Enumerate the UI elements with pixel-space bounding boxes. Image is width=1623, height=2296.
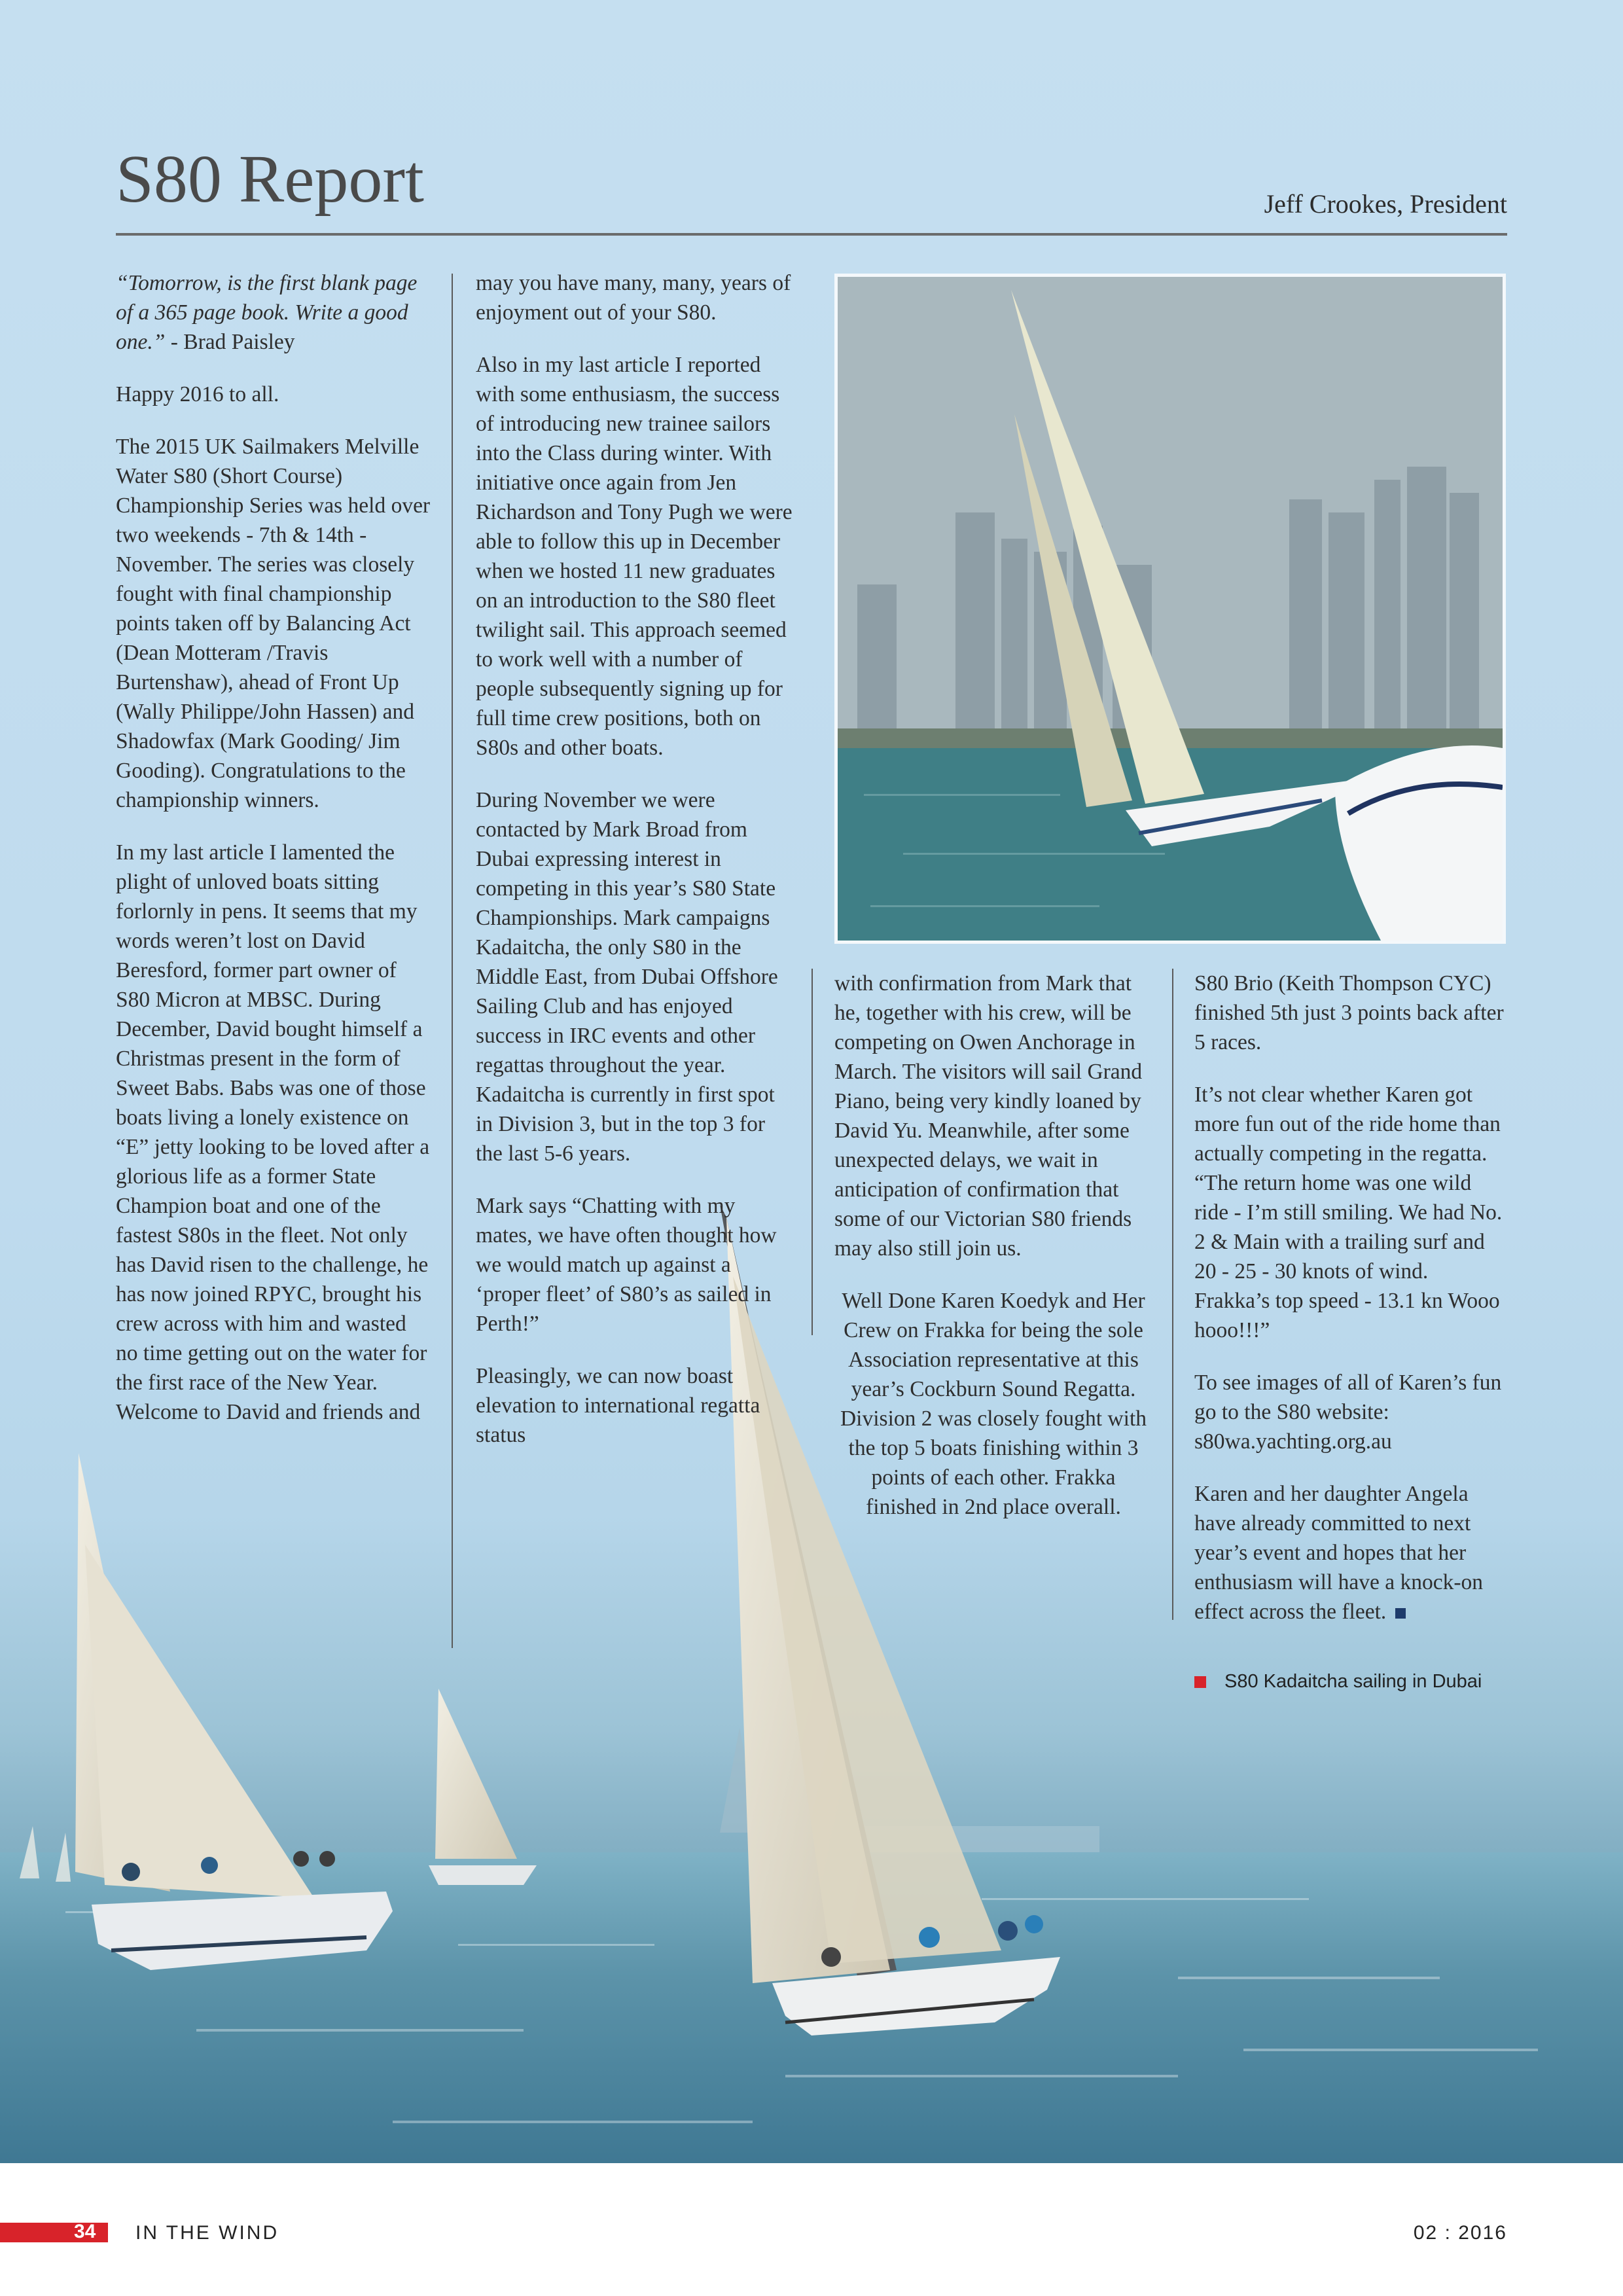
paragraph: Well Done Karen Koedyk and Her Crew on Frakka for being the sole Association representative at this year’s Cockburn Sound Regatta. Division 2 was closely fought with the top 5 boats finishing within 3 points of each other. Frakka finished in 2nd place overall. (840, 1289, 1147, 1519)
issue-number: 02 : 2016 (1413, 2222, 1507, 2244)
paragraph (1194, 1479, 1507, 1626)
paragraph: with confirmation from Mark that he, together with his crew, will be competing on Owen Anchorage in March. The visitors will sail Grand Piano, being very kindly loaned by David Yu. Meanwhile, after some unexpected delays, we wait in anticipation of confirmation that some of our Victorian S80 friends may also still join us. (834, 971, 1143, 1261)
column-4 (1194, 969, 1507, 1626)
paragraph: Pleasingly, we can now boast elevation to international regatta status (476, 1364, 760, 1447)
column-1 (116, 268, 432, 1427)
publication-name: IN THE WIND (135, 2222, 279, 2244)
paragraph: In my last article I lamented the plight of unloved boats sitting forlornly in pens. It seems that my words weren’t lost on David Beresford, former part owner of S80 Micron at MBSC. During December, David bought himself a Christmas present in the form of Sweet Babs. Babs was one of those boats living a lonely existence on “E” jetty looking to be loved after a glorious life as a former State Champion boat and one of the fastest S80s in the fleet. Not only has David risen to the challenge, he has now joined RPYC, brought his crew across with him and wasted no time getting out on the water for the first race of the New Year. Welcome to David and friends and (116, 840, 430, 1424)
paragraph: may you have many, many, years of enjoyment out of your S80. (476, 271, 791, 325)
page-title: S80 Report (116, 141, 424, 217)
paragraph: Also in my last article I reported with some enthusiasm, the success of introducing new trainee sailors into the Class during winter. With initiative once again from Jen Richardson and Tony Pugh we were able to follow this up in December when we hosted 11 new graduates on an introduction to the S80 fleet twilight sail. This approach seemed to work well with a number of people subsequently signing up for full time crew positions, both on S80s and other boats. (476, 353, 793, 760)
opening-quote (116, 268, 432, 357)
paragraph: To see images of all of Karen’s fun go to the S80 website: s80wa.yachting.org.au (1194, 1371, 1502, 1454)
quote-author: - Brad Paisley (165, 330, 295, 354)
paragraph: During November we were contacted by Mark Broad from Dubai expressing interest in competing in this year’s S80 State Championships. Mark campaigns Kadaitcha, the only S80 in the Middle East, from Dubai Offshore Sailing Club and has enjoyed success in IRC events and other regattas throughout the year. Kadaitcha is currently in first spot in Division 3, but in the top 3 for the last 5-6 years. (476, 788, 778, 1166)
paragraph: The 2015 UK Sailmakers Melville Water S80 (Short Course) Championship Series was held over two weekends - 7th & 14th - November. The series was closely fought with final championship points taken off by Balancing Act (Dean Motteram /Travis Burtenshaw), ahead of Front Up (Wally Philippe/John Hassen) and Shadowfax (Mark Gooding/ Jim Gooding). Congratulations to the championship winners. (116, 435, 431, 812)
column-divider (452, 274, 453, 1648)
column-2 (476, 268, 794, 1450)
photo-caption (1194, 1671, 1482, 1693)
author-byline: Jeff Crookes, President (1264, 189, 1507, 219)
paragraph: S80 Brio (Keith Thompson CYC) finished 5th just 3 points back after 5 races. (1194, 971, 1504, 1054)
caption-text: S80 Kadaitcha sailing in Dubai (1224, 1671, 1482, 1692)
column-3 (834, 969, 1152, 1522)
quote-text: “Tomorrow, is the first blank page of a 365 page book. Write a good one.” (116, 271, 418, 354)
caption-bullet-icon (1194, 1676, 1206, 1688)
column-divider (1172, 969, 1173, 1620)
paragraph: Mark says “Chatting with my mates, we have often thought how we would match up against a ‘proper fleet’ of S80’s as sailed in Perth!” (476, 1194, 777, 1336)
paragraph: Happy 2016 to all. (116, 382, 279, 406)
dubai-skyline-photo (834, 274, 1506, 944)
paragraph: It’s not clear whether Karen got more fun out of the ride home than actually competing in the regatta. “The return home was one wild ride - I’m still smiling. We had No. 2 & Main with a trailing surf and 20 - 25 - 30 knots of wind. Frakka’s top speed - 13.1 kn Wooo hooo!!!” (1194, 1083, 1503, 1342)
page-number: 34 (74, 2221, 96, 2242)
column-divider (812, 969, 813, 1335)
end-mark-icon (1395, 1608, 1406, 1619)
closing-paragraph: Karen and her daughter Angela have already committed to next year’s event and hopes that her enthusiasm will have a knock-on effect across the fleet. (1194, 1482, 1483, 1624)
title-rule (116, 233, 1507, 236)
